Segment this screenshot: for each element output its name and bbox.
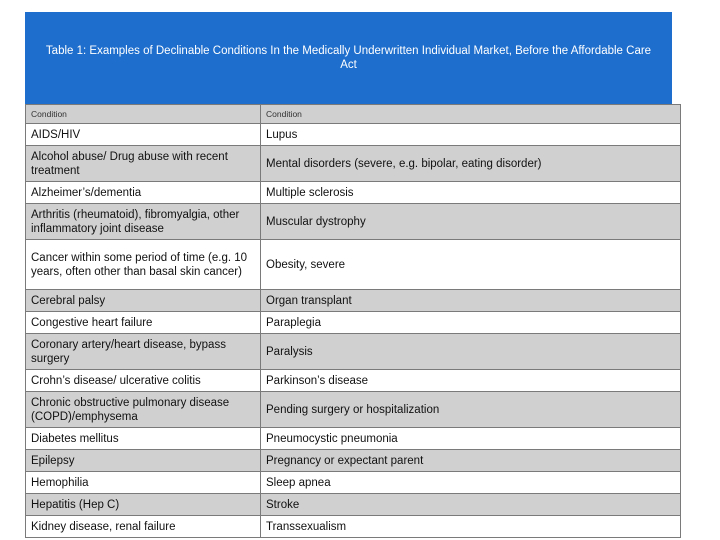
table-cell: Parkinson’s disease (261, 370, 681, 392)
table-row (26, 182, 681, 204)
table-cell: Cerebral palsy (26, 290, 261, 312)
table-row (26, 428, 681, 450)
table-cell: Pregnancy or expectant parent (261, 450, 681, 472)
table-cell: Stroke (261, 494, 681, 516)
table-row (26, 312, 681, 334)
table-cell: Sleep apnea (261, 472, 681, 494)
table-cell: Alzheimer’s/dementia (26, 182, 261, 204)
table-row (26, 472, 681, 494)
table-cell: Hepatitis (Hep C) (26, 494, 261, 516)
table-cell: Pneumocystic pneumonia (261, 428, 681, 450)
table-cell: Obesity, severe (261, 240, 681, 290)
table-row (26, 370, 681, 392)
table-row (26, 124, 681, 146)
table-cell: Muscular dystrophy (261, 204, 681, 240)
table-row (26, 450, 681, 472)
table-row (26, 290, 681, 312)
table-cell: Alcohol abuse/ Drug abuse with recent treatment (26, 146, 261, 182)
table-row (26, 494, 681, 516)
table-cell: Hemophilia (26, 472, 261, 494)
title-banner (25, 12, 672, 104)
conditions-table (25, 104, 681, 538)
table-cell: Crohn’s disease/ ulcerative colitis (26, 370, 261, 392)
column-header: Condition (261, 105, 681, 124)
table-cell: Transsexualism (261, 516, 681, 538)
table-cell: Multiple sclerosis (261, 182, 681, 204)
table-cell: Pending surgery or hospitalization (261, 392, 681, 428)
table-row (26, 392, 681, 428)
table-row (26, 516, 681, 538)
column-header: Condition (26, 105, 261, 124)
table-cell: Mental disorders (severe, e.g. bipolar, eating disorder) (261, 146, 681, 182)
table-cell: Epilepsy (26, 450, 261, 472)
table-cell: Kidney disease, renal failure (26, 516, 261, 538)
table-row (26, 334, 681, 370)
table-cell: Paraplegia (261, 312, 681, 334)
table-cell: Cancer within some period of time (e.g. 10 years, often other than basal skin cancer) (26, 240, 261, 290)
table-row (26, 146, 681, 182)
table-cell: Chronic obstructive pulmonary disease (COPD)/emphysema (26, 392, 261, 428)
table-header-row (26, 105, 681, 124)
table-row (26, 240, 681, 290)
table-cell: Arthritis (rheumatoid), fibromyalgia, other inflammatory joint disease (26, 204, 261, 240)
table-title: Table 1: Examples of Declinable Conditions In the Medically Underwritten Individual Market, Before the Affordable Care Act (45, 45, 652, 71)
table-cell: Organ transplant (261, 290, 681, 312)
table-cell: Diabetes mellitus (26, 428, 261, 450)
table-cell: AIDS/HIV (26, 124, 261, 146)
table-cell: Paralysis (261, 334, 681, 370)
table-row (26, 204, 681, 240)
table-cell: Congestive heart failure (26, 312, 261, 334)
table-cell: Lupus (261, 124, 681, 146)
table-cell: Coronary artery/heart disease, bypass surgery (26, 334, 261, 370)
